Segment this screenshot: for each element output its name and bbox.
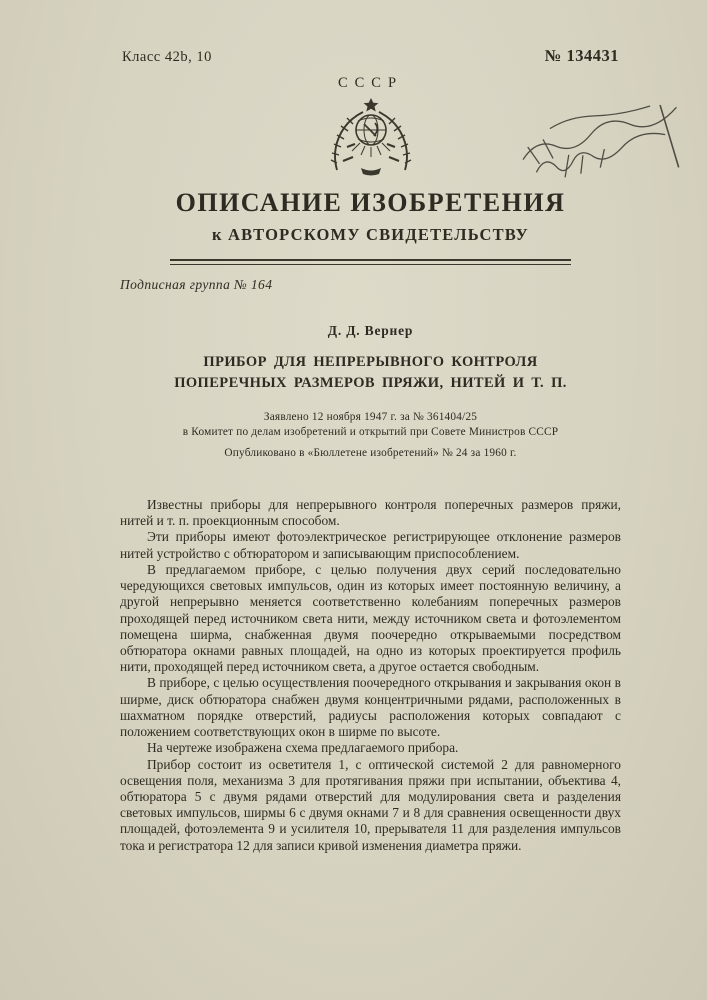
filed-line-1: Заявлено 12 ноября 1947 г. за № 361404/25	[263, 411, 478, 424]
document-body	[120, 497, 621, 854]
body-paragraph: Прибор состоит из осветителя 1, с оптической системой 2 для равномерного освещения поля, механизма 3 для протягивания пряжи при испытании, объектива 4, обтюратора 5 с двумя рядами отверстий для модулирования света и разделения световых импульсов, ширмы 6 с двумя окнами 7 и 8 для сравнения освещенности двух площадей, фотоэлемента 9 и усилителя 10, прерывателя 11 для разделения импульсов тока и регистратора 12 для записи кривой изменения диаметра пряжи.	[120, 756, 621, 853]
document-content	[120, 46, 621, 854]
ussr-coat-of-arms-icon	[323, 165, 419, 182]
body-paragraph: На чертеже изображена схема предлагаемого прибора.	[147, 740, 459, 756]
subscription-group: Подписная группа № 164	[120, 277, 273, 292]
document-header-row	[120, 46, 621, 66]
published-line: Опубликовано в «Бюллетене изобретений» № 24 за 1960 г.	[224, 447, 517, 460]
emblem-container	[120, 96, 621, 182]
class-label: Класс 42b, 10	[122, 49, 212, 65]
body-paragraph: В предлагаемом приборе, с целью получения двух серий последовательно чередующихся световых импульсов, один из которых имеет постоянную величину, а другой непрерывно меняется соответственно колебаниям поперечных размеров проходящей перед источником света нити, между источником света и фотоэлементом помещена ширма, снабженная двумя поочередно открываемыми посредством обтюратора окнами равных площадей, на одно из которых проектируется профиль нити, проходящей перед источником света, а другое остается свободным.	[120, 561, 621, 675]
body-paragraph: В приборе, с целью осуществления поочередного открывания и закрывания окон в ширме, диск обтюратора снабжен двумя концентричными рядами, расположенных в шахматном порядке отверстий, радиусы расположения которых совпадают с положением соответствующих окон в ширме по высоте.	[120, 675, 621, 740]
body-paragraph: Известны приборы для непрерывного контроля поперечных размеров пряжи, нитей и т. п. проекционным способом.	[120, 497, 621, 529]
document-title: ОПИСАНИЕ ИЗОБРЕТЕНИЯ	[175, 188, 566, 217]
country-label: СССР	[337, 75, 404, 91]
author-name: Д. Д. Вернер	[327, 323, 414, 338]
document-subtitle: к АВТОРСКОМУ СВИДЕТЕЛЬСТВУ	[212, 225, 529, 244]
double-rule-divider	[170, 259, 571, 265]
invention-title: ПРИБОР ДЛЯ НЕПРЕРЫВНОГО КОНТРОЛЯ ПОПЕРЕЧНЫХ РАЗМЕРОВ ПРЯЖИ, НИТЕЙ И Т. П.	[174, 354, 567, 392]
filed-line-2: в Комитет по делам изобретений и открытий при Совете Министров СССР	[182, 426, 559, 439]
body-paragraph: Эти приборы имеют фотоэлектрическое регистрирующее отклонение размеров нитей устройство с обтюратором и записывающим приспособлением.	[120, 529, 621, 561]
patent-number: № 134431	[544, 46, 619, 65]
